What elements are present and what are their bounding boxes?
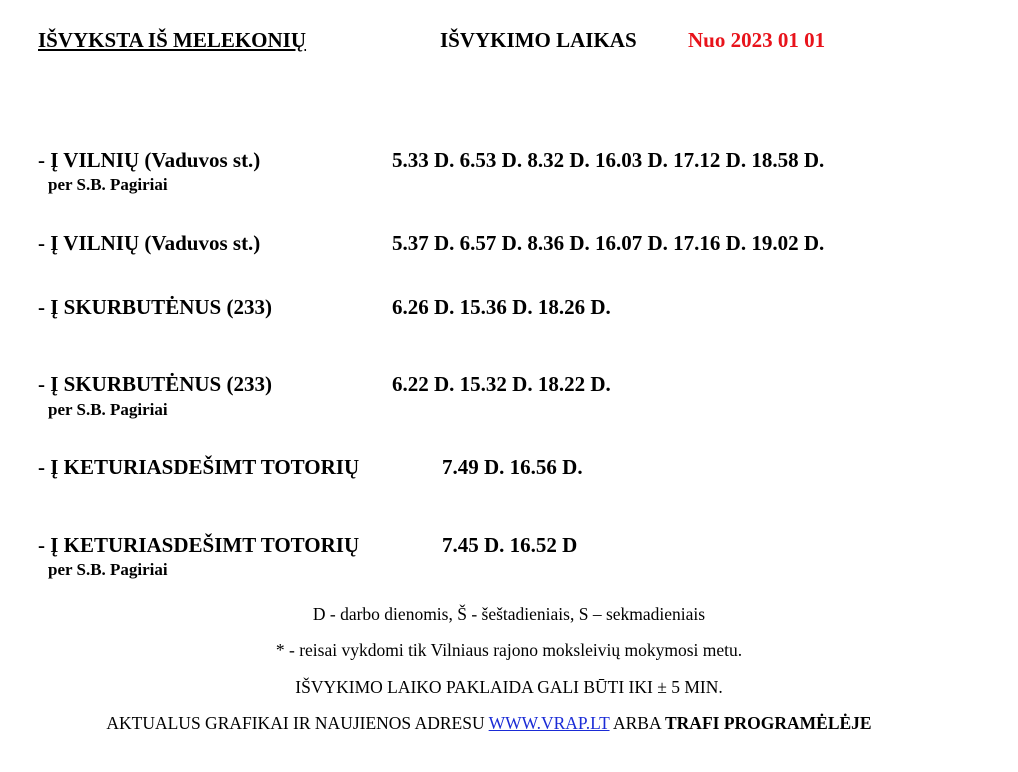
route-destination: - Į SKURBUTĖNUS (233) [38,372,272,396]
route-destination: - Į VILNIŲ (Vaduvos st.) [38,148,261,172]
departure-stop-title: IŠVYKSTA IŠ MELEKONIŲ [38,28,307,52]
tolerance-note: IŠVYKIMO LAIKO PAKLAIDA GALI BŪTI IKI ± 5 MIN. [295,677,723,697]
route-destination: - Į SKURBUTĖNUS (233) [38,295,272,319]
route-destination: - Į KETURIASDEŠIMT TOTORIŲ [38,455,360,479]
asterisk-note: * - reisai vykdomi tik Vilniaus rajono moksleivių mokymosi metu. [275,640,743,660]
info-prefix: AKTUALUS GRAFIKAI IR NAUJIENOS ADRESU [106,713,489,733]
trafi-app-name: TRAFI PROGRAMĖLĖJE [665,713,872,733]
route-times: 5.33 D. 6.53 D. 8.32 D. 16.03 D. 17.12 D. 18.58 D. [392,148,825,172]
info-middle: ARBA [609,713,665,733]
route-times: 5.37 D. 6.57 D. 8.36 D. 16.07 D. 17.16 D. 19.02 D. [392,231,825,255]
route-times: 7.49 D. 16.56 D. [442,455,583,479]
route-via: per S.B. Pagiriai [48,400,168,419]
valid-from-date: Nuo 2023 01 01 [688,28,826,52]
departure-time-heading: IŠVYKIMO LAIKAS [440,28,637,52]
route-times: 7.45 D. 16.52 D [442,533,578,557]
route-via: per S.B. Pagiriai [48,175,168,194]
info-note [0,713,998,734]
legend-note: D - darbo dienomis, Š - šeštadieniais, S – sekmadieniais [312,604,706,624]
route-destination: - Į VILNIŲ (Vaduvos st.) [38,231,261,255]
route-times: 6.26 D. 15.36 D. 18.26 D. [392,295,611,319]
route-times: 6.22 D. 15.32 D. 18.22 D. [392,372,611,396]
vrap-website-link[interactable]: WWW.VRAP.LT [488,713,610,733]
route-via: per S.B. Pagiriai [48,560,168,579]
route-destination: - Į KETURIASDEŠIMT TOTORIŲ [38,533,360,557]
